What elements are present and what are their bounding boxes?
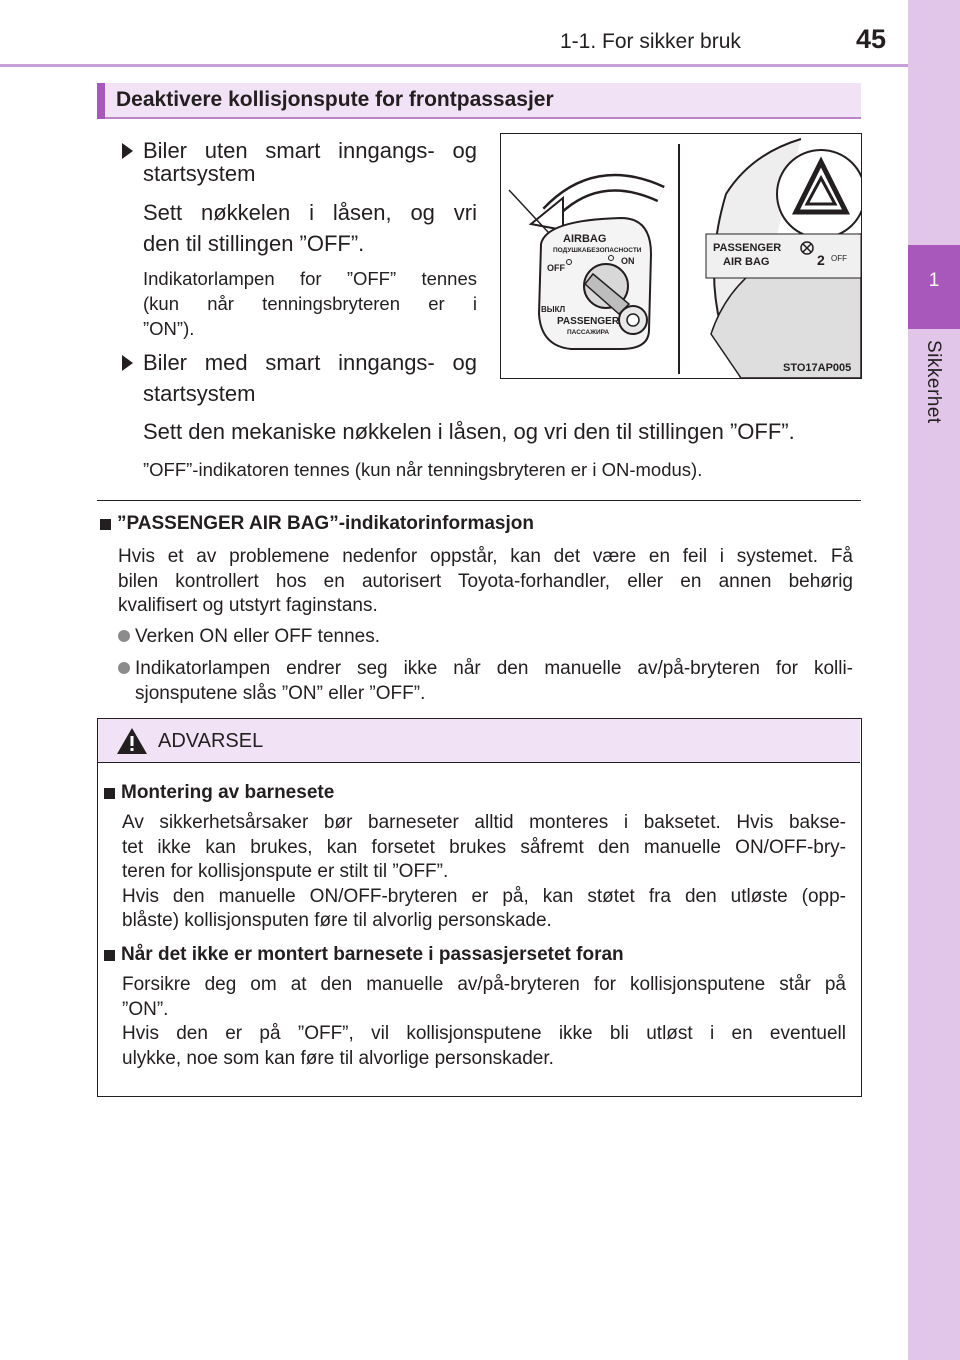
section-title-accent [97, 83, 105, 119]
fig-on-label: ON [621, 256, 635, 266]
page-number: 45 [856, 24, 887, 54]
warning-section1-line2: tet ikke kan brukes, kan forsetet brukes såfremt den manuelle ON/OFF-bry- [122, 837, 846, 858]
item1-note-line2: (kun når tenningsbryteren er i [143, 293, 477, 314]
square-bullet-icon [104, 950, 115, 961]
svg-text:2: 2 [817, 252, 825, 268]
warning-section1-line1: Av sikkerhetsårsaker bør barneseter alltid monteres i baksetet. Hvis bakse- [122, 812, 846, 833]
item2-instruction: Sett den mekaniske nøkkelen i låsen, og vri den til stillingen ”OFF”. [143, 419, 795, 444]
info-body-line2: bilen kontrollert hos en autorisert Toyota-forhandler, eller en annen behørig [118, 571, 853, 592]
fig-passenger-label: PASSENGER [557, 316, 620, 327]
info-heading: ”PASSENGER AIR BAG”-indikatorinformasjon [117, 513, 534, 534]
fig-airbag-ru-label: ПОДУШКАБЕЗОПАСНОСТИ [553, 247, 642, 254]
item1-instruction-line2: den til stillingen ”OFF”. [143, 231, 365, 256]
warning-section2-line3: Hvis den er på ”OFF”, vil kollisjonsputene ikke bli utløst i en eventuell [122, 1023, 846, 1044]
round-bullet-icon [118, 630, 130, 642]
fig-off-label: OFF [547, 263, 565, 273]
arrow-bullet-icon [122, 355, 133, 371]
info-body-line3: kvalifisert og utstyrt faginstans. [118, 595, 378, 616]
fig-passenger-ru-label: ПАССАЖИРА [567, 329, 610, 336]
warning-section2-heading: Når det ikke er montert barnesete i passasjersetet foran [121, 944, 624, 965]
warning-section1-line3: teren for kollisjonspute er stilt til ”OFF”. [122, 861, 449, 882]
airbag-switch-illustration [501, 134, 861, 378]
fig-indicator-airbag: AIR BAG [723, 256, 770, 268]
warning-section1-heading: Montering av barnesete [121, 782, 335, 803]
warning-triangle-icon [116, 727, 148, 755]
warning-section2-line2: ”ON”. [122, 999, 169, 1020]
side-tab-label [912, 340, 952, 440]
section-title: Deaktivere kollisjonspute for frontpassasjer [116, 88, 554, 111]
info-bullet1: Verken ON eller OFF tennes. [135, 626, 380, 647]
warning-title: ADVARSEL [158, 730, 264, 752]
info-body-line1: Hvis et av problemene nedenfor oppstår, kan det være en feil i systemet. Få [118, 546, 853, 567]
side-tab-strip [908, 0, 960, 1360]
airbag-switch-figure [500, 133, 862, 379]
figure-code: STO17AP005 [783, 362, 852, 374]
fig-indicator-off: OFF [831, 254, 847, 263]
round-bullet-icon [118, 662, 130, 674]
item2-heading-line2: startsystem [143, 381, 256, 406]
square-bullet-icon [104, 788, 115, 799]
fig-indicator-passenger: PASSENGER [713, 242, 782, 254]
warning-section1-line4: Hvis den manuelle ON/OFF-bryteren er på, kan støtet fra den utløste (opp- [122, 886, 846, 907]
item1-instruction-line1: Sett nøkkelen i låsen, og vri [143, 200, 477, 225]
fig-off-ru-label: ВЫКЛ [541, 305, 566, 314]
item2-note: ”OFF”-indikatoren tennes (kun når tenningsbryteren er i ON-modus). [143, 459, 703, 480]
square-bullet-icon [100, 519, 111, 530]
item2-heading-line1: Biler med smart inngangs- og [143, 350, 477, 375]
info-bullet2-line2: sjonsputene slås ”ON” eller ”OFF”. [135, 683, 426, 704]
warning-section2-line4: ulykke, noe som kan føre til alvorlige personskader. [122, 1048, 554, 1069]
warning-section2-line1: Forsikre deg om at den manuelle av/på-bryteren for kollisjonsputene står på [122, 974, 846, 995]
warning-section1-line5: blåste) kollisjonsputen føre til alvorlig personskade. [122, 910, 552, 931]
chapter-title: 1-1. For sikker bruk [560, 30, 741, 53]
fig-airbag-label: AIRBAG [563, 233, 607, 245]
item1-note-line3: ”ON”). [143, 318, 195, 339]
item1-heading-line1: Biler uten smart inngangs- og [143, 138, 477, 163]
side-tab-label-text: Sikkerhet [923, 340, 944, 424]
side-tab-chapter-number: 1 [928, 270, 940, 291]
divider [97, 500, 861, 501]
arrow-bullet-icon [122, 143, 133, 159]
item1-note-line1: Indikatorlampen for ”OFF” tennes [143, 268, 477, 289]
header-rule [0, 64, 908, 67]
info-bullet2-line1: Indikatorlampen endrer seg ikke når den manuelle av/på-bryteren for kolli- [135, 658, 853, 679]
item1-heading-line2: startsystem [143, 161, 256, 186]
